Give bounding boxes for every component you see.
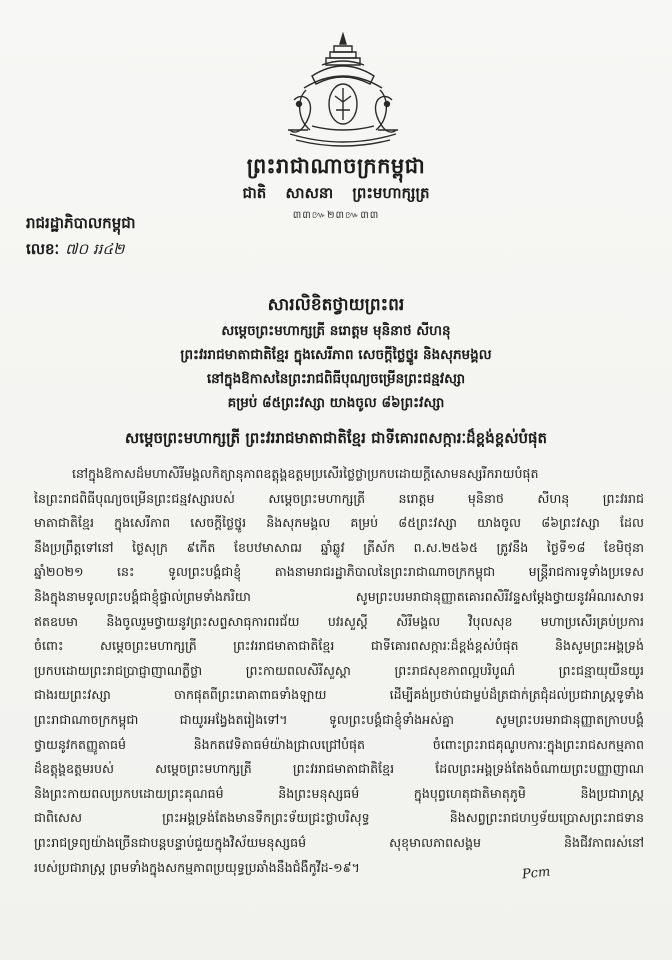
title-line-2: ព្រះវររាជមាតាជាតិខ្មែរ ក្នុងសេរីភាព សេចក្ដីថ្លៃថ្នូរ និងសុភមង្គល (180, 347, 492, 363)
reference-number (26, 240, 124, 262)
body-line: និងក្នុងនាមទូលព្រះបង្គំជាខ្ញុំផ្ទាល់ព្រមទាំងភរិយា សូមព្រះបរមរាជានុញ្ញាតគោរពសិរីវន្ទសម្ដែងថ្វាយនូវអំណរសាទរ (34, 588, 644, 604)
title-line-1: សម្ដេចព្រះមហាក្សត្រី នរោត្តម មុនិនាថ សីហនុ (221, 323, 451, 339)
salutation: សម្ដេចព្រះមហាក្សត្រី ព្រះវររាជមាតាជាតិខ្មែរ ជាទីគោរពសក្ការៈដ៏ខ្ពង់ខ្ពស់បំផុត (124, 429, 548, 447)
reference-label: លេខៈ (26, 240, 60, 258)
body-line: នៅក្នុងឱកាសដ៏មហាសិរីមង្គលកិត្យានុភាពឧត្តុង្គឧត្តមប្រសើរថ្លៃថ្លាប្រកបដោយក្ដីសោមនស្សរីករាយបំផុត (72, 466, 539, 481)
body-line: ជាងរយព្រះវស្សា ចាកផុតពីព្រះរោគាពាធទាំងឡាយ ដើម្បីគង់ប្រថាប់ជាម្លប់ដ៏ត្រជាក់ត្រជុំដល់ប្រជារាស្ត្រទូទាំង (34, 687, 644, 703)
issuing-authority: រាជរដ្ឋាភិបាលកម្ពុជា (26, 214, 136, 232)
body-line: ឥតឧបមា និងចូលរួមថ្វាយនូវព្រះសព្ទសាធុការពរជ័យ បវរសួស្ដី សិរីមង្គល វិបុលសុខ មហាប្រសើរគ្រប់ប្រការ (34, 613, 644, 629)
reference-value: ៧០ ររ៤២ (65, 240, 125, 258)
body-line: នៃព្រះរាជពិធីបុណ្យចម្រើនព្រះជន្មវស្សារបស់ សម្ដេចព្រះមហាក្សត្រី នរោត្តម មុនិនាថ សីហនុ ព្រះវររាជ (34, 490, 644, 506)
letter-body (34, 462, 644, 880)
title-line-4: គម្រប់ ៨៥ព្រះវស្សា យាងចូល ៨៦ព្រះវស្សា (227, 395, 445, 411)
body-line: ប្រកបដោយព្រះរាជប្រាជ្ញាញាណភ្លឺថ្លា ព្រះកាយពលសិរីសួស្ដា ព្រះរាជសុខភាពល្អបរិបូណ៌ ព្រះជន្មាយុយឺនយូរ (34, 662, 644, 678)
divider-ornament: ៣៣៚២៣៚៣៣ (292, 210, 380, 221)
title-line-3: នៅក្នុងឱកាសនៃព្រះរាជពិធីបុណ្យចម្រើនព្រះជន្មវស្សា (206, 371, 466, 387)
letter-title: សារលិខិតថ្វាយព្រះពរ (267, 295, 405, 315)
body-line: ឆ្នាំ២០២១ នេះ ទូលព្រះបង្គំជាខ្ញុំ តាងនាមរាជរដ្ឋាភិបាលនៃព្រះរាជាណាចក្រកម្ពុជា មន្ត្រីរាជការទូទាំងប្រទេស (34, 564, 644, 580)
body-line: ចំពោះ សម្ដេចព្រះមហាក្សត្រី ព្រះវររាជមាតាជាតិខ្មែរ ជាទីគោរពសក្ការៈដ៏ខ្ពង់ខ្ពស់បំផុត និងសូមព្រះអង្គទ្រង់ (34, 638, 644, 654)
body-line: មាតាជាតិខ្មែរ ក្នុងសេរីភាព សេចក្ដីថ្លៃថ្នូរ និងសុភមង្គល គម្រប់ ៨៥ព្រះវស្សា យាងចូល ៨៦ព្រះវស្សា ដែល (34, 515, 644, 531)
body-line: ព្រះរាជទ្រព្យយ៉ាងច្រើនជាបន្តបន្ទាប់ជួយក្នុងវិស័យមនុស្សធម៌ សុខុមាលភាពសង្គម និងជីវភាពរស់នៅ (34, 834, 644, 850)
royal-arms-emblem (282, 30, 404, 152)
body-line: ដ៏ឧត្តុង្គឧត្តមរបស់ សម្ដេចព្រះមហាក្សត្រី ព្រះវររាជមាតាជាតិខ្មែរ ដែលព្រះអង្គទ្រង់តែងចំណាយព្រះបញ្ញាញាណ (34, 761, 644, 777)
national-motto: ជាតិ សាសនា ព្រះមហាក្សត្រ (242, 184, 430, 202)
body-line: និងព្រះកាយពលប្រកបដោយព្រះគុណធម៌ និងព្រះមនុស្សធម៌ ក្នុងបុព្វហេតុជាតិមាតុភូមិ និងប្រជារាស្ត្រ (34, 785, 644, 801)
body-line: របស់ប្រជារាស្ត្រ ព្រមទាំងក្នុងសកម្មភាពប្រយុទ្ធប្រឆាំងនឹងជំងឺកូវីដ-១៩។ (34, 859, 360, 875)
body-line: នឹងប្រព្រឹត្តទៅនៅ ថ្ងៃសុក្រ ៩កើត ខែបឋមាសាឍ ឆ្នាំឆ្លូវ ត្រីស័ក ព.ស.២៥៦៥ ត្រូវនឹង ថ្ងៃទី១៨ ខែមិថុនា (34, 539, 644, 555)
body-line: ថ្វាយនូវកតញ្ញូតាធម៌ និងកតវេទិតាធម៌យ៉ាងជ្រាលជ្រៅបំផុត ចំពោះព្រះរាជគុណូបការៈក្នុងព្រះរាជសកម្មភាព (34, 736, 644, 752)
handwritten-initials: Pcm (521, 864, 552, 883)
body-line: ជាពិសេស ព្រះអង្គទ្រង់តែងមានទឹកព្រះទ័យជ្រះថ្លាបរិសុទ្ធ និងសព្វព្រះរាជហឫទ័យប្រោសព្រះរាជទាន (34, 810, 644, 826)
body-line: ព្រះរាជាណាចក្រកម្ពុជា ជាយូរអង្វែងតរៀងទៅ។ ទូលព្រះបង្គំជាខ្ញុំទាំងអស់គ្នា សូមព្រះបរមរាជានុញ្ញាតក្រាបបង្គំ (34, 711, 644, 727)
kingdom-heading: ព្រះរាជាណាចក្រកម្ពុជា (246, 154, 426, 178)
